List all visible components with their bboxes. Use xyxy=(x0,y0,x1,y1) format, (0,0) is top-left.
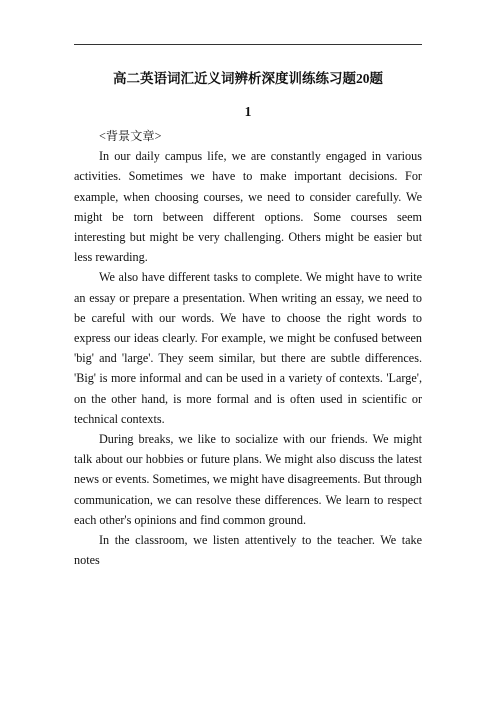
paragraph-1: In our daily campus life, we are constantly engaged in various activities. Sometimes we have to make important decisions. For example, when choosing courses, we need to consider carefully. We might be torn between different options. Some courses seem interesting but might be very challenging. Others might be easier but less rewarding. xyxy=(74,149,422,265)
document-body xyxy=(74,126,422,570)
paragraph-4: In the classroom, we listen attentively to the teacher. We take notes xyxy=(74,533,422,568)
paragraph-3: During breaks, we like to socialize with our friends. We might talk about our hobbies or future plans. We might also discuss the latest news or events. Sometimes, we might have disagreements. But through communication, we can resolve these differences. We learn to respect each other's opinions and find common ground. xyxy=(74,432,422,527)
section-number: 1 xyxy=(244,104,252,119)
passage-label: <背景文章> xyxy=(99,129,162,143)
header-rule xyxy=(74,44,422,45)
paragraph-2: We also have different tasks to complete. We might have to write an essay or prepare a presentation. When writing an essay, we need to be careful with our words. We have to choose the right words to express our ideas clearly. For example, we might be confused between 'big' and 'large'. They seem similar, but there are subtle differences. 'Big' is more informal and can be used in a variety of contexts. 'Large', on the other hand, is more formal and is often used in scientific or technical contexts. xyxy=(74,270,422,426)
document-title: 高二英语词汇近义词辨析深度训练练习题20题 xyxy=(113,71,383,86)
